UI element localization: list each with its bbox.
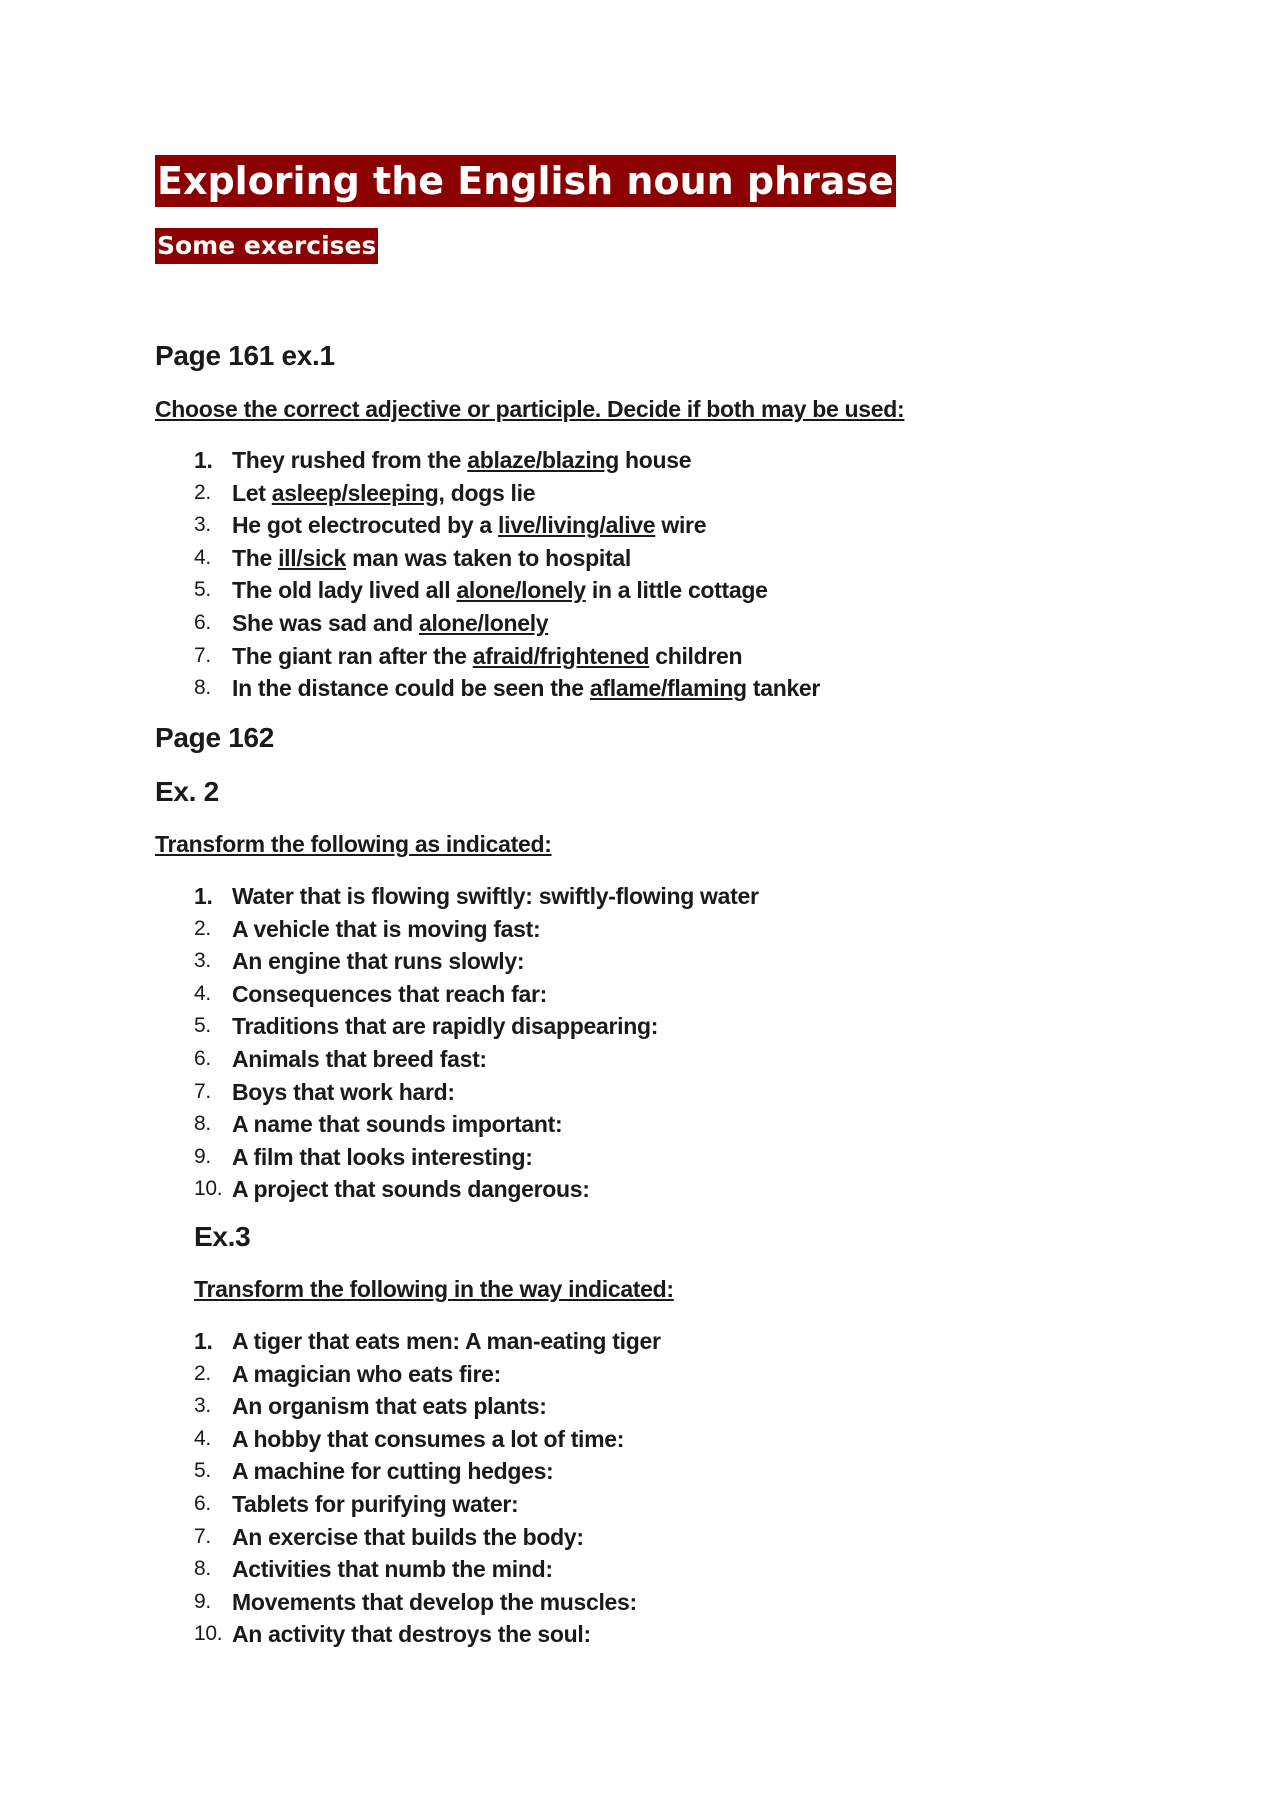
item-text: A film that looks interesting: xyxy=(232,1143,533,1170)
item-number: 8. xyxy=(194,1112,211,1136)
section2-heading: Ex. 2 xyxy=(155,776,219,807)
item-text: Movements that develop the muscles: xyxy=(232,1588,637,1615)
item-text: An organism that eats plants: xyxy=(232,1393,547,1420)
answer-options: ablaze/blazing xyxy=(467,447,619,473)
item-text: A vehicle that is moving fast: xyxy=(232,915,541,942)
item-text: They rushed from the ablaze/blazing house xyxy=(232,447,692,473)
answer-options: asleep/sleeping xyxy=(271,479,439,506)
answer-options: aflame/flaming xyxy=(589,675,747,702)
item-number: 4. xyxy=(194,981,211,1005)
item-text: In the distance could be seen the aflame/flaming tanker xyxy=(232,675,821,702)
document-title: Exploring the English noun phrase xyxy=(155,155,896,207)
item-text: Traditions that are rapidly disappearing: xyxy=(232,1013,659,1040)
item-text: Let asleep/sleeping, dogs lie xyxy=(232,479,536,506)
section3-instruction: Transform the following in the way indicated: xyxy=(194,1276,674,1302)
item-number: 7. xyxy=(194,1079,211,1103)
item-text: An engine that runs slowly: xyxy=(232,948,525,975)
item-text: Boys that work hard: xyxy=(232,1078,455,1105)
item-number: 10. xyxy=(194,1622,223,1646)
item-number: 9. xyxy=(194,1144,211,1168)
item-text: Consequences that reach far: xyxy=(232,980,547,1007)
item-number: 3. xyxy=(194,513,211,537)
item-number: 1. xyxy=(194,883,213,909)
item-number: 5. xyxy=(194,578,211,602)
section1-heading: Page 161 ex.1 xyxy=(155,340,335,371)
item-number: 4. xyxy=(194,1426,211,1450)
item-number: 8. xyxy=(194,676,211,700)
item-number: 8. xyxy=(194,1557,211,1581)
page-162-heading: Page 162 xyxy=(155,722,275,753)
item-text: An activity that destroys the soul: xyxy=(232,1621,591,1648)
section1-instruction: Choose the correct adjective or participle. Decide if both may be used: xyxy=(155,396,905,422)
item-number: 1. xyxy=(194,1328,213,1354)
item-number: 3. xyxy=(194,949,211,973)
item-text: Water that is flowing swiftly: swiftly-flowing water xyxy=(232,883,759,909)
item-number: 9. xyxy=(194,1589,211,1613)
item-text: A tiger that eats men: A man-eating tiger xyxy=(232,1328,661,1354)
item-text: The ill/sick man was taken to hospital xyxy=(232,544,631,571)
item-number: 2. xyxy=(194,916,211,940)
item-number: 5. xyxy=(194,1459,211,1483)
item-number: 4. xyxy=(194,545,211,569)
item-text: A name that sounds important: xyxy=(232,1111,563,1138)
item-text: A hobby that consumes a lot of time: xyxy=(232,1425,625,1452)
item-number: 6. xyxy=(194,1491,211,1515)
item-number: 1. xyxy=(194,447,213,473)
item-text: Activities that numb the mind: xyxy=(232,1556,553,1583)
item-number: 10. xyxy=(194,1177,223,1201)
item-number: 7. xyxy=(194,643,211,667)
item-number: 5. xyxy=(194,1014,211,1038)
item-text: A machine for cutting hedges: xyxy=(232,1458,554,1485)
answer-options: alone/lonely xyxy=(418,609,549,636)
answer-options: ill/sick xyxy=(278,544,347,571)
item-text: The giant ran after the afraid/frightened children xyxy=(232,642,743,669)
item-text: An exercise that builds the body: xyxy=(232,1523,584,1550)
section3-heading: Ex.3 xyxy=(194,1221,251,1252)
item-text: He got electrocuted by a live/living/alive wire xyxy=(232,512,707,539)
item-number: 6. xyxy=(194,610,211,634)
item-text: The old lady lived all alone/lonely in a little cottage xyxy=(232,577,768,604)
answer-options: alone/lonely xyxy=(456,577,586,604)
answer-options: afraid/frightened xyxy=(472,642,650,669)
item-number: 3. xyxy=(194,1394,211,1418)
item-text: A project that sounds dangerous: xyxy=(232,1176,590,1203)
item-text: Animals that breed fast: xyxy=(232,1045,487,1072)
item-number: 2. xyxy=(194,480,211,504)
document-subtitle: Some exercises xyxy=(155,228,378,264)
item-number: 2. xyxy=(194,1361,211,1385)
item-text: Tablets for purifying water: xyxy=(232,1490,519,1517)
item-number: 6. xyxy=(194,1046,211,1070)
item-text: A magician who eats fire: xyxy=(232,1360,501,1387)
item-text: She was sad and alone/lonely xyxy=(232,609,549,636)
section2-instruction: Transform the following as indicated: xyxy=(155,831,552,857)
answer-options: live/living/alive xyxy=(498,512,656,539)
item-number: 7. xyxy=(194,1524,211,1548)
